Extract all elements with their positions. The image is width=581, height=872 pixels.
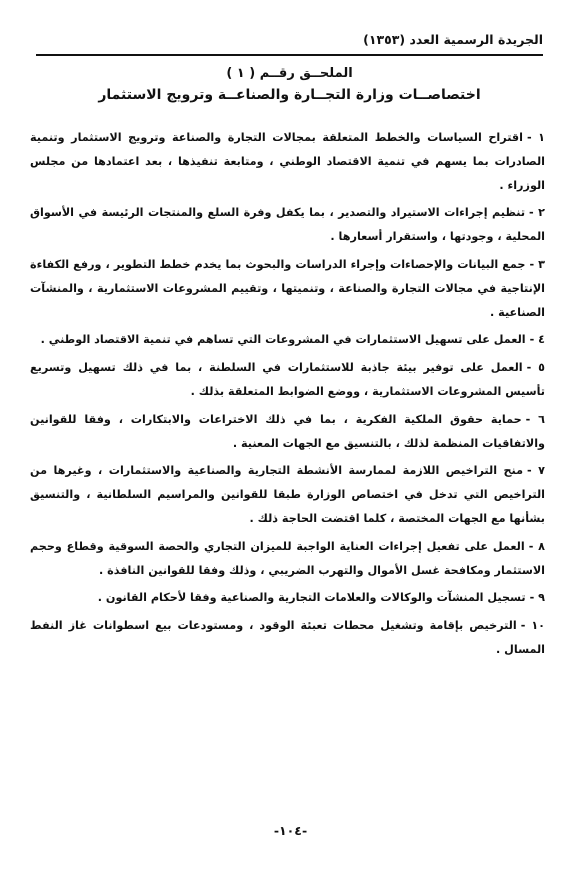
item-list (30, 126, 545, 666)
list-item (30, 408, 545, 456)
title-block (36, 64, 543, 106)
item-text: منح التراخيص اللازمة لممارسة الأنشطة التجارية والصناعية والاستثمارات ، وغيرها من التراخيص التي تدخل في اختصاص الوزارة طبقا للقوانين والمراسيم السلطانية ، والتنسيق بشأنها مع الجهات المختصة ، كلما اقتضت الحاجة ذلك . (30, 464, 545, 525)
page-header (36, 32, 543, 56)
item-text: جمع البيانات والإحصاءات وإجراء الدراسات والبحوث بما يخدم خطط التطوير ، ورفع الكفاءة الإنتاجية في مجالات التجارة والصناعة ، وتنميتها ، وتقييم المشروعات الاستثمارية ، والمنشآت الصناعية . (30, 257, 545, 319)
list-item (30, 201, 545, 249)
item-text: العمل على تفعيل إجراءات العناية الواجبة للميزان التجاري والحصة السوقية وقطاع وحجم الاستثمار ومكافحة غسل الأموال والتهرب الضريبي ، وذلك وفقا للقوانين النافذة . (30, 539, 545, 577)
item-number: ٦ - (525, 412, 545, 426)
list-item (30, 535, 545, 583)
item-number: ٥ - (526, 361, 546, 375)
list-item (30, 253, 545, 324)
list-item (30, 328, 545, 352)
item-text: العمل على توفير بيئة جاذبة للاستثمارات في السلطنة ، بما في ذلك تسهيل وتسريع تأسيس المشروعات الاستثمارية ، ووضع الضوابط المتعلقة بذلك . (30, 361, 545, 398)
header-text: الجريدة الرسمية العدد (١٣٥٣) (363, 32, 543, 47)
item-number: ٢ - (529, 206, 545, 220)
item-text: تنظيم إجراءات الاستيراد والتصدير ، بما يكفل وفرة السلع والمنتجات الرئيسة في الأسواق المحلية ، وجودتها ، واستقرار أسعارها . (30, 206, 545, 244)
item-number: ٨ - (528, 539, 545, 553)
item-text: حماية حقوق الملكية الفكرية ، بما في ذلك الاختراعات والابتكارات ، وفقا للقوانين والاتفاقيات المنظمة لذلك ، بالتنسيق مع الجهات المعنية . (30, 412, 545, 450)
item-text: العمل على تسهيل الاستثمارات في المشروعات التي تساهم في تنمية الاقتصاد الوطني . (40, 333, 526, 347)
list-item (30, 126, 545, 197)
item-number: ٩ - (529, 591, 545, 605)
list-item (30, 356, 545, 404)
page-subtitle: اختصاصــات وزارة التجــارة والصناعــة وترويج الاستثمار (98, 87, 481, 103)
page-number: -١٠٤- (273, 823, 308, 838)
item-number: ٧ - (527, 464, 545, 478)
annex-title: الملحــق رقــم ( ١ ) (226, 66, 353, 81)
item-text: تسجيل المنشآت والوكالات والعلامات التجارية والصناعية وفقا لأحكام القانون . (97, 591, 526, 605)
item-text: الترخيص بإقامة وتشغيل محطات تعبئة الوقود ، ومستودعات بيع اسطوانات غاز النفط المسال . (30, 619, 545, 656)
item-number: ١٠ - (520, 619, 545, 633)
list-item (30, 586, 545, 610)
item-number: ١ - (526, 131, 545, 144)
list-item (30, 459, 545, 530)
item-number: ٣ - (529, 257, 545, 271)
item-number: ٤ - (529, 333, 545, 347)
item-text: اقتراح السياسات والخطط المتعلقة بمجالات التجارة والصناعة وترويج الاستثمار وتنمية الصادرات بما يسهم في تنمية الاقتصاد الوطني ، ومتابعة تنفيذها ، بعد اعتمادها من مجلس الوزراء . (30, 131, 545, 192)
list-item (30, 614, 545, 662)
